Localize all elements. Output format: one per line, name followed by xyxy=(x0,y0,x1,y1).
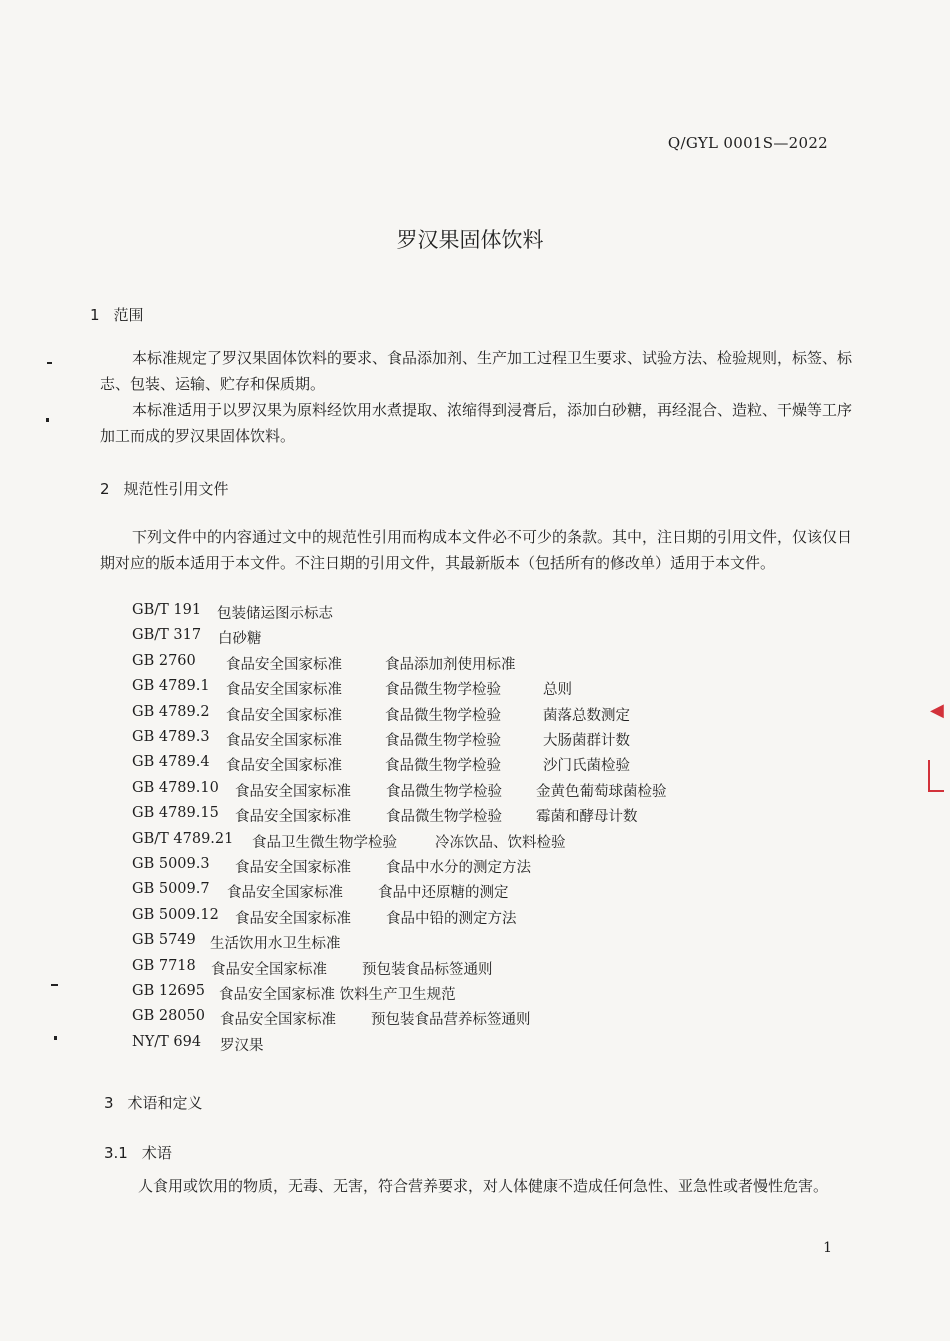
reference-title-part: 食品安全国家标准 xyxy=(226,733,342,749)
reference-title-part: 食品安全国家标准 xyxy=(227,885,343,902)
scope-paragraph-1: 本标准规定了罗汉果固体饮料的要求、食品添加剂、生产加工过程卫生要求、试验方法、检验规则，标签、标志、包装、运输、贮存和保质期。 xyxy=(100,349,853,393)
scan-speck xyxy=(51,984,58,986)
references-intro: 下列文件中的内容通过文中的规范性引用而构成本文件必不可少的条款。其中，注日期的引用文件，仅该仅日期对应的版本适用于本文件。不注日期的引用文件，其最新版本（包括所有的修改单）适用于本文件。 xyxy=(100,528,853,572)
reference-title-part: 包装储运图示标志 xyxy=(217,606,333,622)
reference-title-part: 罗汉果 xyxy=(220,1037,264,1054)
reference-code: GB 28050 xyxy=(132,1008,205,1025)
page-number: 1 xyxy=(823,1240,832,1256)
subsection-number: 3.1 xyxy=(104,1144,128,1162)
reference-title-part: 食品微生物学检验 xyxy=(385,682,501,699)
reference-title-part: 食品安全国家标准 xyxy=(226,707,342,724)
section-3-heading xyxy=(104,1092,203,1113)
reference-title-part: 总则 xyxy=(543,682,572,699)
section-number: 3 xyxy=(104,1094,114,1112)
reference-code: GB 2760 xyxy=(132,652,196,669)
reference-title-part: 食品安全国家标准 饮料生产卫生规范 xyxy=(219,987,456,1003)
reference-title-part: 菌落总数测定 xyxy=(543,707,630,724)
reference-code: GB 4789.10 xyxy=(132,779,219,796)
section-title: 规范性引用文件 xyxy=(123,480,229,498)
reference-title-part: 食品微生物学检验 xyxy=(385,733,501,749)
subsection-title: 术语 xyxy=(141,1144,172,1162)
reference-title-part: 食品中水分的测定方法 xyxy=(386,860,531,876)
reference-title-part: 金黄色葡萄球菌检验 xyxy=(536,783,667,800)
reference-code: GB 4789.2 xyxy=(132,703,210,720)
reference-title-part: 霉菌和酵母计数 xyxy=(536,809,638,826)
subsection-3-1-heading xyxy=(104,1142,172,1163)
reference-title-part: 预包装食品营养标签通则 xyxy=(371,1012,531,1029)
standard-code: Q/GYL 0001S—2022 xyxy=(667,134,828,152)
reference-title-part: 食品安全国家标准 xyxy=(235,809,351,826)
reference-title-part: 冷冻饮品、饮料检验 xyxy=(435,834,566,851)
section-title: 术语和定义 xyxy=(127,1094,203,1112)
red-stamp-fragment-icon: ◀ xyxy=(930,700,944,721)
reference-code: GB 12695 xyxy=(132,983,205,999)
reference-title-part: 食品安全国家标准 xyxy=(220,1012,336,1029)
reference-title-part: 食品添加剂使用标准 xyxy=(385,656,516,673)
reference-title-part: 预包装食品标签通则 xyxy=(362,961,493,978)
reference-code: GB 5749 xyxy=(132,932,196,949)
reference-title-part: 白砂糖 xyxy=(218,631,262,648)
reference-title-part: 食品安全国家标准 xyxy=(226,656,342,673)
scan-speck xyxy=(47,362,52,364)
reference-code: GB/T 191 xyxy=(132,602,202,618)
section-2-heading xyxy=(100,478,229,499)
document-title: 罗汉果固体饮料 xyxy=(396,228,544,252)
reference-title-part: 食品微生物学检验 xyxy=(386,783,502,800)
section-number: 1 xyxy=(90,306,100,324)
reference-title-part: 食品卫生微生物学检验 xyxy=(252,834,397,851)
section-title: 范围 xyxy=(113,306,144,324)
reference-title-part: 食品安全国家标准 xyxy=(235,910,351,927)
reference-title-part: 食品微生物学检验 xyxy=(385,707,501,724)
reference-code: NY/T 694 xyxy=(132,1033,202,1050)
reference-code: GB 4789.4 xyxy=(132,754,210,771)
reference-code: GB 5009.12 xyxy=(132,906,219,923)
reference-code: GB 4789.15 xyxy=(132,805,219,822)
reference-title-part: 食品微生物学检验 xyxy=(385,758,501,775)
reference-code: GB 4789.1 xyxy=(132,678,210,695)
reference-code: GB 5009.7 xyxy=(132,881,210,898)
reference-code: GB/T 317 xyxy=(132,627,202,644)
reference-title-part: 食品安全国家标准 xyxy=(226,682,342,699)
reference-title-part: 生活饮用水卫生标准 xyxy=(210,936,341,953)
reference-title-part: 食品中铅的测定方法 xyxy=(386,910,517,927)
terms-paragraph: 人食用或饮用的物质，无毒、无害，符合营养要求，对人体健康不造成任何急性、亚急性或者慢性危害。 xyxy=(138,1177,829,1195)
section-1-heading xyxy=(90,304,144,325)
reference-code: GB 4789.3 xyxy=(132,729,210,745)
section-number: 2 xyxy=(100,480,110,498)
scan-speck xyxy=(54,1036,57,1040)
reference-code: GB/T 4789.21 xyxy=(132,830,234,847)
reference-title-part: 沙门氏菌检验 xyxy=(543,758,630,775)
reference-title-part: 大肠菌群计数 xyxy=(543,733,630,749)
reference-code: GB 5009.3 xyxy=(132,856,210,872)
reference-title-part: 食品安全国家标准 xyxy=(211,961,327,978)
red-stamp-edge-icon xyxy=(928,760,944,792)
reference-title-part: 食品微生物学检验 xyxy=(386,809,502,826)
scan-speck xyxy=(46,418,49,422)
reference-title-part: 食品安全国家标准 xyxy=(226,758,342,775)
reference-title-part: 食品安全国家标准 xyxy=(235,783,351,800)
reference-title-part: 食品安全国家标准 xyxy=(235,860,351,876)
reference-code: GB 7718 xyxy=(132,957,196,974)
reference-title-part: 食品中还原糖的测定 xyxy=(378,885,509,902)
scope-paragraph-2: 本标准适用于以罗汉果为原料经饮用水煮提取、浓缩得到浸膏后，添加白砂糖，再经混合、造粒、干燥等工序加工而成的罗汉果固体饮料。 xyxy=(100,401,853,445)
